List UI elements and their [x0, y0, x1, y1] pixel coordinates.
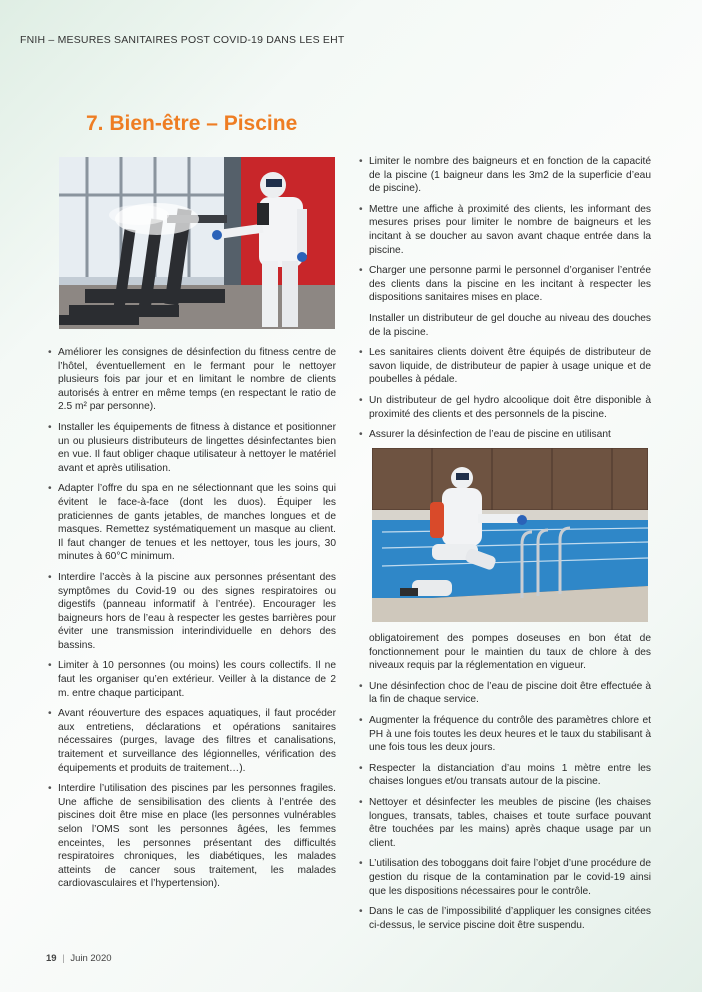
list-item: • Dans le cas de l’impossibilité d’appliquer les consignes citées ci-dessus, le service piscine doit être suspendu. [359, 905, 651, 932]
list-item: • Limiter à 10 personnes (ou moins) les cours collectifs. Il ne faut les organiser qu’en extérieur. Veiller à la distance de 2 m. entre chaque participant. [48, 659, 336, 700]
list-item: • Nettoyer et désinfecter les meubles de piscine (les chaises longues, transats, tables, chaises et toute surface pouvant être touchées par les mains) après chaque usage par un client. [359, 796, 651, 850]
list-item: • Limiter le nombre des baigneurs et en fonction de la capacité de la piscine (1 baigneur dans les 3m2 de la superficie d’eau de piscine). [359, 155, 651, 196]
list-item: • Charger une personne parmi le personnel d’organiser l’entrée des clients dans la piscine en les incitant à respecter les dispositions sanitaires mises en place. [359, 264, 651, 305]
footer-separator: | [62, 953, 65, 964]
page-footer [46, 953, 112, 964]
list-item: • Améliorer les consignes de désinfection du fitness centre de l’hôtel, éventuellement en le fermant pour le nettoyer plusieurs fois par jour et en limitant le nombre de clients autorisés à entrer en même temps (en respectant le ratio de 2.5 m² par personne). [48, 346, 336, 414]
list-item: • Les sanitaires clients doivent être équipés de distributeur de savon liquide, de distributeur de papier à usage unique et de poubelles à pédale. [359, 346, 651, 387]
list-item: • L’utilisation des toboggans doit faire l’objet d’une procédure de gestion du risque de la contamination par le covid-19 ainsi que les dispositions nécessaires pour le contrôle. [359, 857, 651, 898]
list-item: • Une désinfection choc de l’eau de piscine doit être effectuée à la fin de chaque service. [359, 680, 651, 707]
list-item: • Mettre une affiche à proximité des clients, les informant des mesures prises pour limiter le nombre de baigneurs et les incitant à se doucher au savon avant chaque entrée dans la piscine. [359, 203, 651, 257]
left-column [48, 346, 336, 898]
list-item: • Installer les équipements de fitness à distance et positionner un ou plusieurs distributeurs de lingettes désinfectantes bien en vue. Il faut obliger chaque utilisateur à nettoyer le matériel avant et après utilisation. [48, 421, 336, 475]
list-item: • Assurer la désinfection de l’eau de piscine en utilisant [359, 428, 651, 442]
running-header: FNIH – MESURES SANITAIRES POST COVID-19 DANS LES EHT [20, 34, 345, 46]
list-item: • Interdire l’utilisation des piscines par les personnes fragiles. Une affiche de sensibilisation des clients à l’entrée des piscines doit être mise en place (les personnes vulnérables selon l’OMS sont les personnes âgées, les femmes enceintes, les personnes présentant des difficultés respiratoires chroniques, les diabétiques, les malades atteints de cancer sous traitement, les malades cardiovasculaires et l’hypertension). [48, 782, 336, 891]
list-item: • Un distributeur de gel hydro alcoolique doit être disponible à proximité des clients et des personnels de la piscine. [359, 394, 651, 421]
list-item: • Avant réouverture des espaces aquatiques, il faut procéder aux entretiens, déclarations et opérations sanitaires nécessaires (purges, lavage des filtres et canalisations, traitement et surveillance des légionnelles, vérification des équipements et produits de traitement…). [48, 707, 336, 775]
pool-disinfection-photo [372, 448, 648, 622]
fitness-disinfection-photo [59, 157, 335, 329]
list-item: • Interdire l’accès à la piscine aux personnes présentant des symptômes du Covid-19 ou des signes respiratoires ou digestifs (panneau informatif à l’entrée). Encourager les baigneurs hors de l’eau à respecter les gestes barrières pour éviter une transmission interindividuelle en dehors des bassins. [48, 571, 336, 653]
footer-date: Juin 2020 [70, 953, 112, 964]
list-item-continuation: obligatoirement des pompes doseuses en bon état de fonctionnement pour le maintien du taux de chlore à des niveaux requis par la réglementation en vigueur. [369, 633, 651, 672]
right-column-bottom [359, 632, 651, 939]
list-item: • Adapter l’offre du spa en ne sélectionnant que les soins qui évitent le face-à-face (dont les duos). Équiper les praticiennes de gants jetables, de manches longues et de masques. Remettez systématiquement un masque au client. Il faut changer de tenues et les nettoyer, tous les jours, 30 minutes à 60°C minimum. [48, 482, 336, 564]
list-item: • Augmenter la fréquence du contrôle des paramètres chlore et PH à une fois toutes les deux heures et le taux du stabilisant à une fois tous les deux jours. [359, 714, 651, 755]
list-item-paragraph: Installer un distributeur de gel douche au niveau des douches de la piscine. [369, 312, 651, 338]
list-item: • Respecter la distanciation d’au moins 1 mètre entre les chaises longues et/ou transats autour de la piscine. [359, 762, 651, 789]
page-number: 19 [46, 953, 57, 964]
right-column-top [359, 155, 651, 449]
section-title: 7. Bien-être – Piscine [86, 112, 298, 135]
